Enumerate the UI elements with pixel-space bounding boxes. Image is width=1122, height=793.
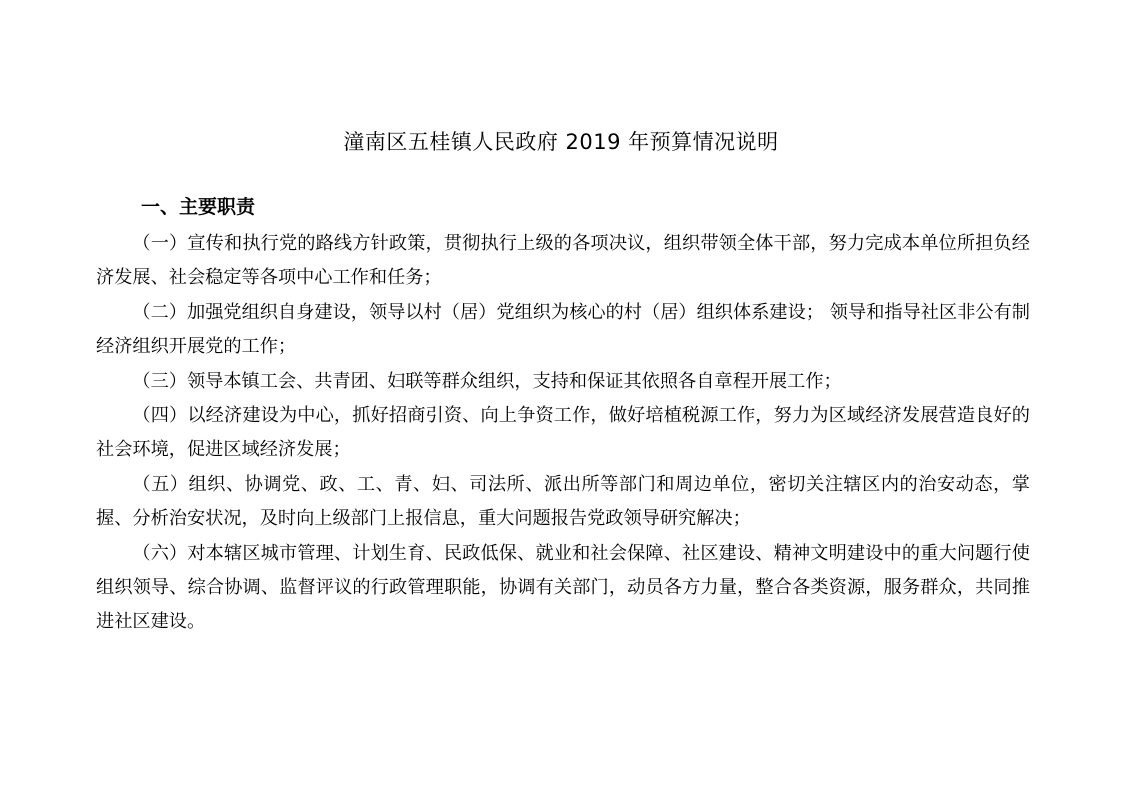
document-title: 潼南区五桂镇人民政府 2019 年预算情况说明 [343,130,779,154]
paragraph-3: （三）领导本镇工会、共青团、妇联等群众组织，支持和保证其依照各自章程开展工作； [132,370,842,392]
paragraph-5: （五）组织、协调党、政、工、青、妇、司法所、派出所等部门和周边单位，密切关注辖区内的治安动态，掌握、分析治安状况，及时向上级部门上报信息，重大问题报告党政领导研究解决； [96,473,1030,530]
document-body [96,227,1030,640]
paragraph-4: （四）以经济建设为中心，抓好招商引资、向上争资工作，做好培植税源工作，努力为区域经济发展营造良好的社会环境，促进区域经济发展； [96,405,1030,461]
paragraph-2: （二）加强党组织自身建设，领导以村（居）党组织为核心的村（居）组织体系建设； 领导和指导社区非公有制经济组织开展党的工作； [96,301,1030,358]
section-heading: 一、主要职责 [141,196,256,218]
paragraph-6: （六）对本辖区城市管理、计划生育、民政低保、就业和社会保障、社区建设、精神文明建设中的重大问题行使组织领导、综合协调、监督评议的行政管理职能，协调有关部门，动员各方力量，整合各类资源，服务群众，共同推进社区建设。 [96,542,1030,633]
paragraph-1: （一）宣传和执行党的路线方针政策，贯彻执行上级的各项决议，组织带领全体干部，努力完成本单位所担负经济发展、社会稳定等各项中心工作和任务； [96,233,1030,289]
